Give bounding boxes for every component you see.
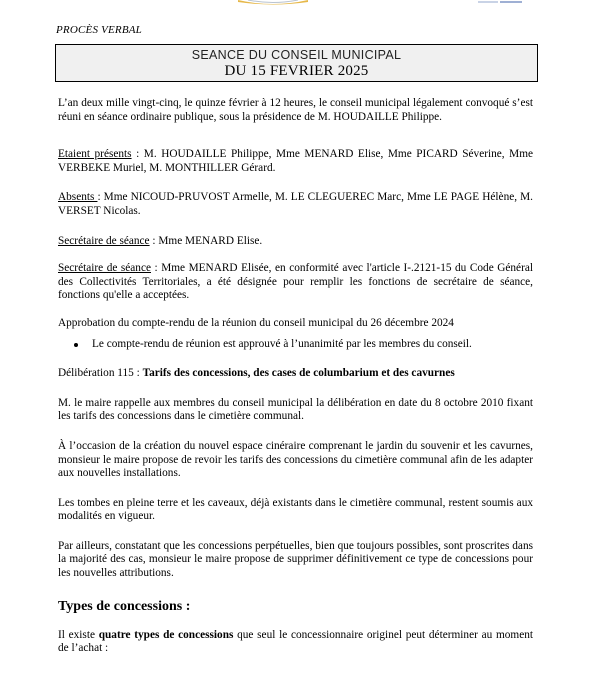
presents-paragraph — [58, 148, 533, 175]
deliberation-heading — [58, 367, 533, 381]
approval-bullet — [58, 338, 533, 352]
paragraph-new-space: À l’occasion de la création du nouvel espace cinéraire comprenant le jardin du souvenir et les cavurnes, monsieur le maire propose de revoir les tarifs des concessions du cimetière communal afin de les adapter aux nouvelles installations. — [58, 439, 533, 480]
deliberation-title: Tarifs des concessions, des cases de columbarium et des cavurnes — [142, 367, 455, 380]
municipal-logo-icon — [238, 0, 308, 6]
minutes-body — [58, 97, 533, 656]
secretary-designation-text: : Mme MENARD Elisée, en conformité avec l'article I-.2121-15 du Code Général des Collectivités Territoriales, a été désignée pour remplir les fonctions de secrétaire de séance, fonctions qu'elle a acceptées. — [58, 262, 533, 302]
bullet-icon — [74, 343, 78, 347]
deliberation-number: Délibération 115 : — [58, 367, 143, 380]
types-paragraph — [58, 629, 533, 656]
presents-text: : M. HOUDAILLE Philippe, Mme MENARD Elise, Mme PICARD Séverine, Mme VERBEKE Muriel, M. MONTHILLER Gérard. — [58, 148, 533, 174]
secretary-paragraph — [58, 235, 533, 249]
absents-label: Absents — [58, 191, 98, 204]
types-post: que seul le concessionnaire originel peut déterminer au moment de l’achat : — [58, 628, 533, 655]
session-date: DU 15 FEVRIER 2025 — [224, 63, 369, 79]
partner-logo-icon — [470, 0, 530, 6]
session-title-box — [55, 44, 538, 82]
paragraph-reminder: M. le maire rappelle aux membres du conseil municipal la délibération en date du 8 octobre 2010 fixant les tarifs des concessions dans le cimetière communal. — [58, 396, 533, 423]
session-title: SEANCE DU CONSEIL MUNICIPAL — [191, 48, 402, 62]
paragraph-existing-tombs: Les tombes en pleine terre et les caveaux, déjà existants dans le cimetière communal, restent soumis aux modalités en vigueur. — [58, 496, 533, 523]
presents-label: Etaient présents — [58, 148, 132, 161]
secretary-label: Secrétaire de séance — [58, 234, 150, 247]
types-pre: Il existe — [58, 628, 99, 641]
paragraph-perpetual: Par ailleurs, constatant que les concessions perpétuelles, bien que toujours possibles, sont proscrites dans la majorité des cas, monsieur le maire propose de supprimer définitivement ce type de concessions pour les nouvelles attributions. — [58, 539, 533, 580]
intro-paragraph: L’an deux mille vingt-cinq, le quinze février à 12 heures, le conseil municipal légalement convoqué s’est réuni en séance ordinaire publique, sous la présidence de M. HOUDAILLE Philippe. — [58, 97, 533, 123]
absents-text: : Mme NICOUD-PRUVOST Armelle, M. LE CLEGUEREC Marc, Mme LE PAGE Hélène, M. VERSET Nicolas. — [58, 191, 533, 217]
approval-bullet-text: Le compte-rendu de réunion est approuvé à l’unanimité par les membres du conseil. — [92, 337, 472, 350]
document-type-label: PROCÈS VERBAL — [56, 24, 143, 36]
absents-paragraph — [58, 191, 533, 218]
types-heading: Types de concessions : — [58, 598, 191, 614]
types-count: quatre types de concessions — [98, 628, 234, 641]
approval-paragraph: Approbation du compte-rendu de la réunion du conseil municipal du 26 décembre 2024 — [58, 316, 454, 329]
secretary-text: : Mme MENARD Elise. — [149, 234, 263, 247]
secretary-designation-paragraph — [58, 262, 533, 303]
secretary-designation-label: Secrétaire de séance — [58, 262, 151, 275]
